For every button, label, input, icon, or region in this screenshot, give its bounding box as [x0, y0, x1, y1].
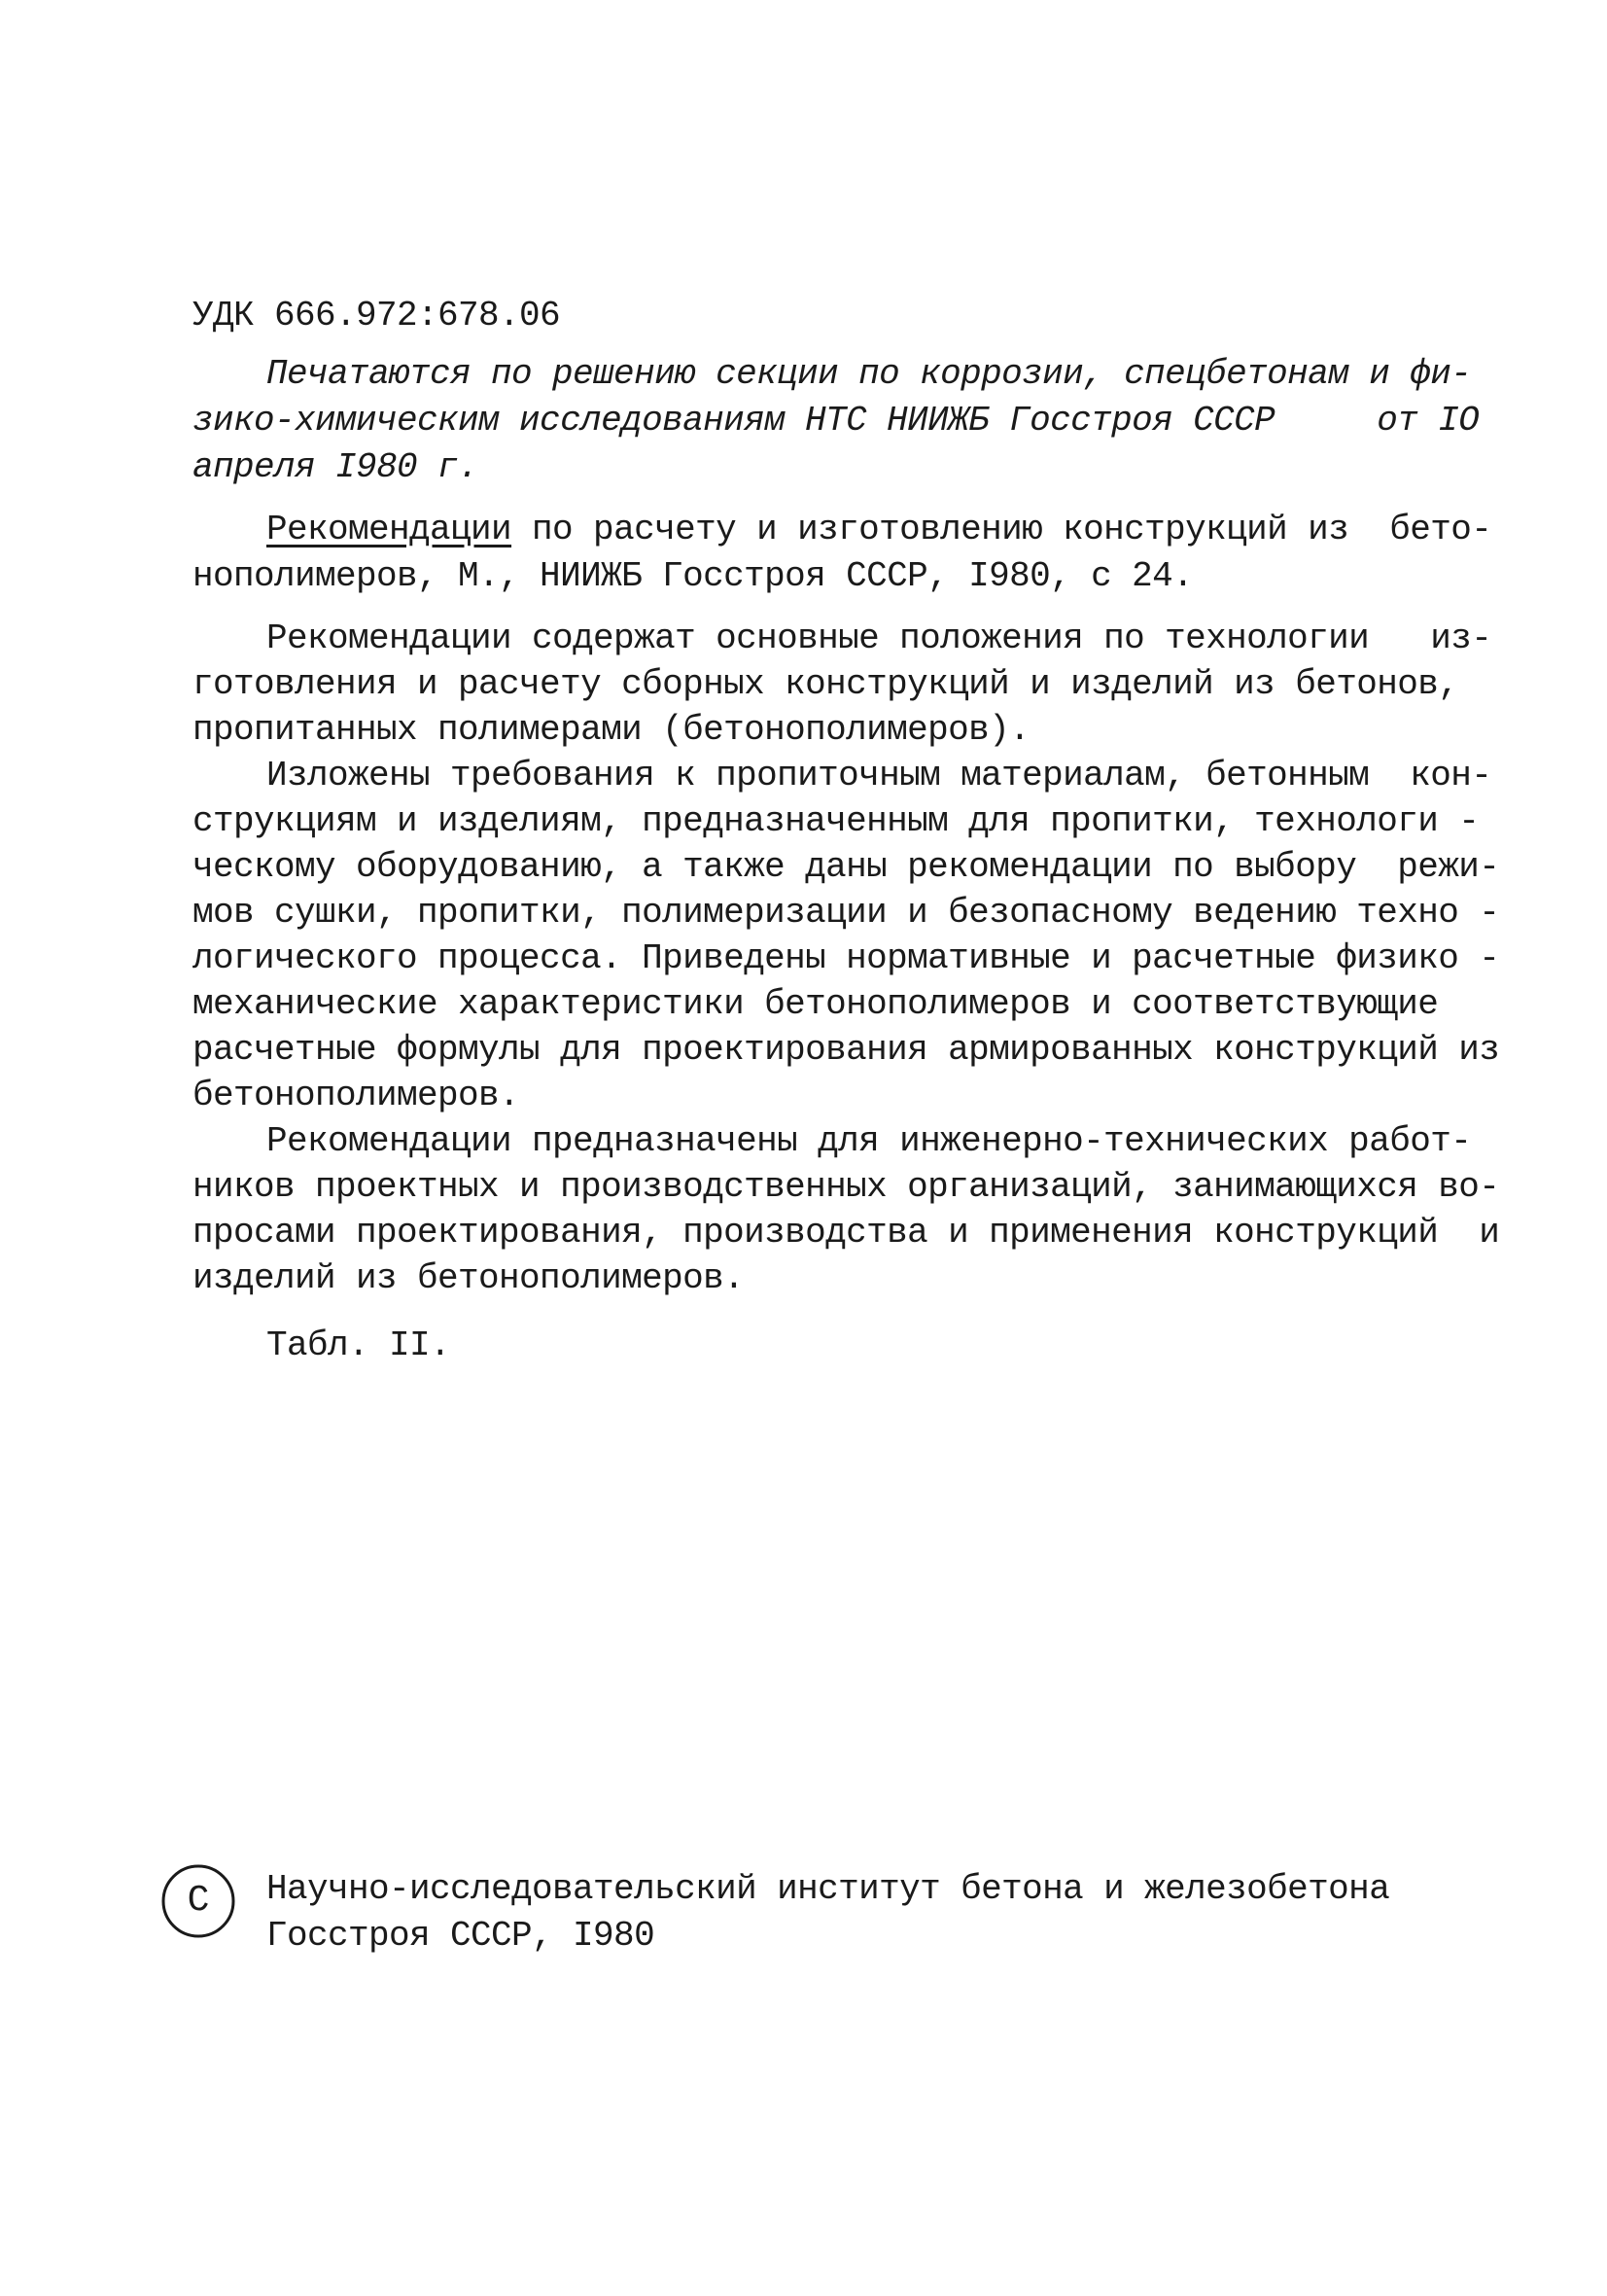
- abstract-line: Рекомендации предназначены для инженерно-технических работ-: [266, 1121, 1472, 1161]
- abstract-line: готовления и расчету сборных конструкций и изделий из бетонов,: [192, 664, 1459, 704]
- abstract-line: расчетные формулы для проектирования армированных конструкций из: [192, 1030, 1500, 1070]
- copyright-icon: [157, 1860, 239, 1942]
- citation-line1-rest: по расчету и изготовлению конструкций из бето-: [511, 510, 1492, 549]
- abstract-line: ников проектных и производственных организаций, занимающихся во-: [192, 1167, 1500, 1207]
- abstract-line: мов сушки, пропитки, полимеризации и безопасному ведению техно -: [192, 893, 1500, 933]
- imprint-line: зико-химическим исследованиям НТС НИИЖБ Госстроя СССР от IO: [192, 401, 1480, 441]
- abstract-line: механические характеристики бетонополимеров и соответствующие: [192, 984, 1439, 1024]
- copyright-symbol: C: [187, 1880, 210, 1922]
- abstract-line: струкциям и изделиям, предназначенным для пропитки, технологи -: [192, 801, 1480, 841]
- citation-line: нополимеров, М., НИИЖБ Госстроя СССР, I980, с 24.: [192, 556, 1194, 596]
- abstract-line: ческому оборудованию, а также даны рекомендации по выбору режи-: [192, 847, 1500, 887]
- abstract-line: бетонополимеров.: [192, 1076, 520, 1115]
- copyright-holder-line: Научно-исследовательский институт бетона и железобетона: [266, 1869, 1390, 1909]
- abstract-line: пропитанных полимерами (бетонополимеров).: [192, 710, 1031, 750]
- citation-title-word: Рекомендации: [266, 510, 512, 549]
- imprint-line: Печатаются по решению секции по коррозии, спецбетонам и фи-: [266, 354, 1472, 394]
- tables-note: Табл. II.: [266, 1325, 451, 1365]
- copyright-holder-line: Госстроя СССР, I980: [266, 1916, 655, 1956]
- abstract-line: логического процесса. Приведены нормативные и расчетные физико -: [192, 938, 1500, 978]
- udk-code: УДК 666.972:678.06: [192, 296, 561, 336]
- abstract-line: Рекомендации содержат основные положения по технологии из-: [266, 618, 1492, 658]
- abstract-line: Изложены требования к пропиточным материалам, бетонным кон-: [266, 756, 1492, 795]
- abstract-line: просами проектирования, производства и применения конструкций и: [192, 1213, 1500, 1253]
- imprint-line: апреля I980 г.: [192, 447, 479, 487]
- abstract-line: изделий из бетонополимеров.: [192, 1258, 745, 1298]
- citation-line: [266, 508, 1492, 552]
